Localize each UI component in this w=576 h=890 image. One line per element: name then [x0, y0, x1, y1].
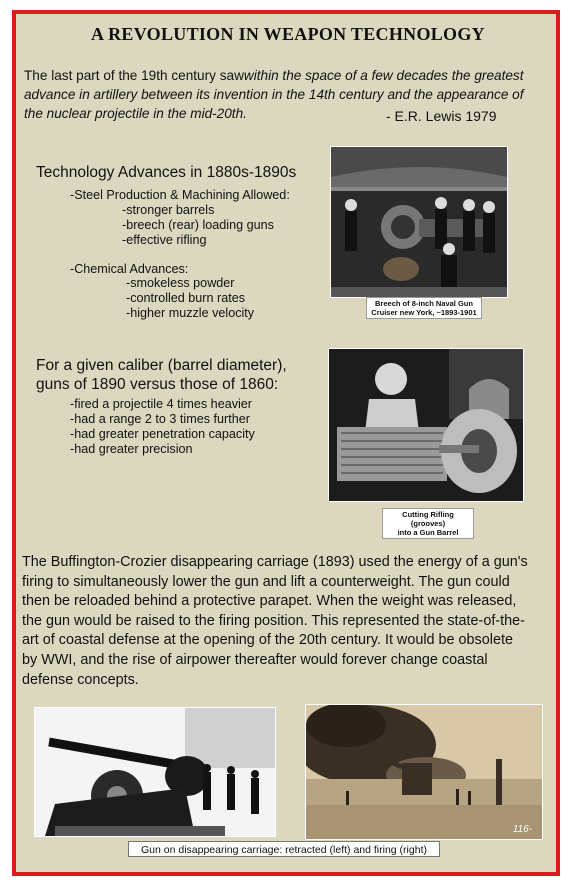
steel-item: -breech (rear) loading guns	[122, 218, 274, 232]
firing-gun-photo	[305, 704, 543, 840]
disappearing-carriage-paragraph: The Buffington-Crozier disappearing carriage (1893) used the energy of a gun's firing to simultaneously lower the gun and lift a counterweight. The gun could then be reloaded behind a protective parapet. When the weight was released, the gun would be raised to the firing position. This represented the state-of-the-art of coastal defense at the opening of the 20th century. It would be obsolete by WWI, and the rise of airpower thereafter would forever change coastal defense concepts.	[22, 554, 528, 688]
photo4-mark: 116-	[512, 824, 532, 835]
steel-heading: -Steel Production & Machining Allowed:	[70, 188, 290, 202]
comparison-item: -had a range 2 to 3 times further	[70, 412, 250, 426]
comparison-item: -had greater penetration capacity	[70, 427, 255, 441]
retracted-gun-photo	[34, 707, 276, 837]
chemical-heading: -Chemical Advances:	[70, 262, 189, 276]
photo2-caption	[382, 508, 474, 539]
photo2-caption-line: Cutting Rifling (grooves)	[402, 510, 454, 528]
comparison-item: -had greater precision	[70, 442, 193, 456]
naval-gun-breech-photo	[330, 146, 508, 298]
photo2-caption-line: into a Gun Barrel	[397, 528, 459, 537]
chemical-item: -smokeless powder	[126, 276, 235, 290]
photo1-caption	[366, 297, 482, 319]
quote-lead: The last part of the 19th century saw	[24, 68, 244, 83]
quote-attribution: - E.R. Lewis 1979	[386, 108, 497, 124]
chemical-item: -controlled burn rates	[126, 291, 246, 305]
comparison-item: -fired a projectile 4 times heavier	[70, 397, 252, 411]
photo1-caption-line: Breech of 8-inch Naval Gun	[375, 299, 473, 308]
rifling-photo	[328, 348, 524, 502]
steel-item: -stronger barrels	[122, 203, 215, 217]
comparison-heading: For a given caliber (barrel diameter),	[36, 357, 287, 374]
quote-italic: within the space of a few decades the greatest advance in artillery between its invention in the 14th century and the appearance of the nuclear projectile in the mid-20th.	[24, 68, 524, 121]
photo1-caption-line: Cruiser new York, ~1893-1901	[371, 308, 477, 317]
bottom-caption: Gun on disappearing carriage: retracted (left) and firing (right)	[128, 841, 440, 857]
chemical-item: -higher muzzle velocity	[126, 306, 255, 320]
comparison-heading: guns of 1890 versus those of 1860:	[36, 376, 279, 393]
page-title: A REVOLUTION IN WEAPON TECHNOLOGY	[91, 24, 485, 44]
tech-advances-heading: Technology Advances in 1880s-1890s	[36, 164, 297, 181]
steel-item: -effective rifling	[122, 233, 207, 247]
